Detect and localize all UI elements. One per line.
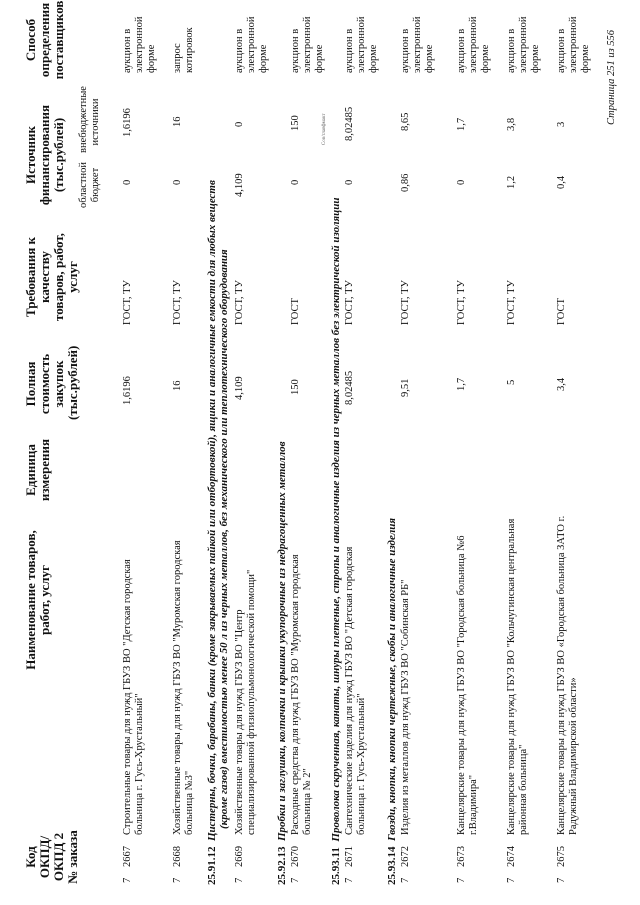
row-regional: 1,2	[506, 175, 517, 189]
row-cost: 1,7	[456, 377, 467, 391]
row-id: 2675	[556, 846, 567, 867]
row-method: аукцион в электронной форме	[122, 16, 157, 73]
row-method: аукцион в электронной форме	[556, 16, 591, 73]
row-method: аукцион в электронной форме	[456, 16, 491, 73]
row-method: аукцион в электронной форме	[234, 16, 269, 73]
header-funding-regional: областной бюджет	[78, 162, 101, 208]
header-name: Наименование товаров, работ, услуг	[23, 530, 52, 670]
header-unit: Единица измерения	[23, 438, 52, 502]
row-requirements: ГОСТ, ТУ	[456, 280, 467, 325]
row-name: Канцелярские товары для нужд ГБУЗ ВО "Кольчугинская центральная районная больница"	[506, 518, 529, 835]
row-cost: 9,51	[400, 378, 411, 397]
row-requirements: ГОСТ, ТУ	[122, 280, 133, 325]
row-regional: 0,4	[556, 175, 567, 189]
header-cost: Полная стоимость закупок (тыс.рублей)	[23, 345, 80, 420]
row-extra: 8,02485	[344, 106, 355, 141]
row-name: Расходные средства для нужд ГБУЗ ВО "Муромская городская больница № 2"	[290, 554, 313, 835]
row-cost: 1,6196	[122, 376, 133, 405]
row-name: Сантехнические изделия для нужд ГБУЗ ВО "Детская городская больница г. Гусь-Хрустальный"	[344, 546, 367, 835]
section-heading-continued: (кроме газов) вместимостью менее 50 л из черных металлов, без механического или теплотехнического оборудования	[218, 249, 230, 829]
row-extra: 3	[556, 121, 567, 127]
row-extra: 16	[172, 116, 183, 127]
row-method: аукцион в электронной форме	[344, 16, 379, 73]
row-regional: 0	[344, 179, 355, 185]
row-number: 7	[506, 877, 517, 883]
row-name: Строительные товары для нужд ГБУЗ ВО "Детская городская больница г. Гусь-Хрустальный"	[122, 559, 145, 835]
row-cost: 8,02485	[344, 370, 355, 405]
section-heading: 25.92.13 Пробки и заглушки, колпачки и крышки укупорочные из недрагоценных металлов	[276, 441, 288, 885]
row-number: 7	[556, 877, 567, 883]
row-name: Канцелярские товары для нужд ГБУЗ ВО "Городская больница №6 г.Владимира"	[456, 535, 479, 835]
row-extra: 1,6196	[122, 108, 133, 137]
section-heading: 25.91.12 Цистерны, бочки, барабаны, банки (кроме закрываемых пайкой или отбортовкой), ящики и аналогичные емкости для любых веществ	[206, 180, 218, 885]
row-name: Изделия из металлов для нужд ГБУЗ ВО "Собинская РБ"	[400, 579, 411, 835]
row-number: 7	[122, 877, 133, 883]
header-requirements: Требования к качеству товаров, работ, услуг	[23, 233, 80, 321]
row-requirements: ГОСТ	[290, 298, 301, 325]
header-funding-extra: внебюджетные источники	[78, 86, 101, 153]
row-extra: 8,65	[400, 112, 411, 131]
row-cost: 16	[172, 380, 183, 391]
row-name: Хозяйственные товары для нужд ГБУЗ ВО "Муромская городская больница №3"	[172, 540, 195, 835]
row-id: 2672	[400, 846, 411, 867]
row-number: 7	[400, 877, 411, 883]
row-method: запрос котировок	[172, 27, 195, 73]
row-method: аукцион в электронной форме	[506, 16, 541, 73]
row-number: 7	[234, 877, 245, 883]
row-id: 2671	[344, 846, 355, 867]
row-id: 2667	[122, 846, 133, 867]
section-heading: 25.93.11 Проволока скрученная, канаты, шнуры плетеные, стропы и аналогичные изделия из черных металлов без электрической изоляции	[330, 197, 342, 885]
row-name: Канцелярские товары для нужд ГБУЗ ВО «Городская больница ЗАТО г. Радужный Владимирской области»	[556, 515, 579, 835]
row-regional: 0	[172, 179, 183, 185]
row-name: Хозяйственные товары для нужд ГБУЗ ВО "Центр специализированной фтизиопульмонологической помощи"	[234, 569, 257, 835]
row-regional: 0,86	[400, 173, 411, 192]
row-regional: 0	[122, 179, 133, 185]
row-regional: 0	[290, 179, 301, 185]
header-funding: Источник финансирования (тыс.рублей)	[23, 104, 66, 206]
header-code: Код ОКПД/ ОКПД 2 № заказа	[23, 830, 80, 884]
row-number: 7	[344, 877, 355, 883]
row-id: 2669	[234, 846, 245, 867]
row-requirements: ГОСТ, ТУ	[344, 280, 355, 325]
row-extra: 3,8	[506, 117, 517, 131]
row-requirements: ГОСТ, ТУ	[172, 280, 183, 325]
row-method: аукцион в электронной форме	[290, 16, 325, 73]
section-heading: 25.93.14 Гвозди, кнопки, кнопки чертежные, скобы и аналогичные изделия	[386, 517, 398, 885]
row-extra: 150	[290, 115, 301, 131]
row-cost: 5	[506, 379, 517, 385]
row-id: 2670	[290, 846, 301, 867]
row-requirements: ГОСТ	[556, 298, 567, 325]
row-cost: 3,4	[556, 377, 567, 391]
row-cost: 150	[290, 379, 301, 395]
row-requirements: ГОСТ, ТУ	[400, 280, 411, 325]
row-extra: 0	[234, 121, 245, 127]
row-method: аукцион в электронной форме	[400, 16, 435, 73]
row-requirements: ГОСТ, ТУ	[234, 280, 245, 325]
row-regional: 4,109	[234, 173, 245, 197]
row-number: 7	[172, 877, 183, 883]
row-number: 7	[290, 877, 301, 883]
row-requirements: ГОСТ, ТУ	[506, 280, 517, 325]
row-cost: 4,109	[234, 376, 245, 400]
row-regional: 0	[456, 179, 467, 185]
row-id: 2673	[456, 846, 467, 867]
page-number: Страница 251 из 556	[606, 29, 617, 125]
row-id: 2668	[172, 846, 183, 867]
stamp-mark: Сов/главфмакт	[322, 113, 327, 145]
row-extra: 1,7	[456, 117, 467, 131]
row-id: 2674	[506, 846, 517, 867]
header-method: Способ определения поставщиков	[23, 0, 66, 80]
row-number: 7	[456, 877, 467, 883]
